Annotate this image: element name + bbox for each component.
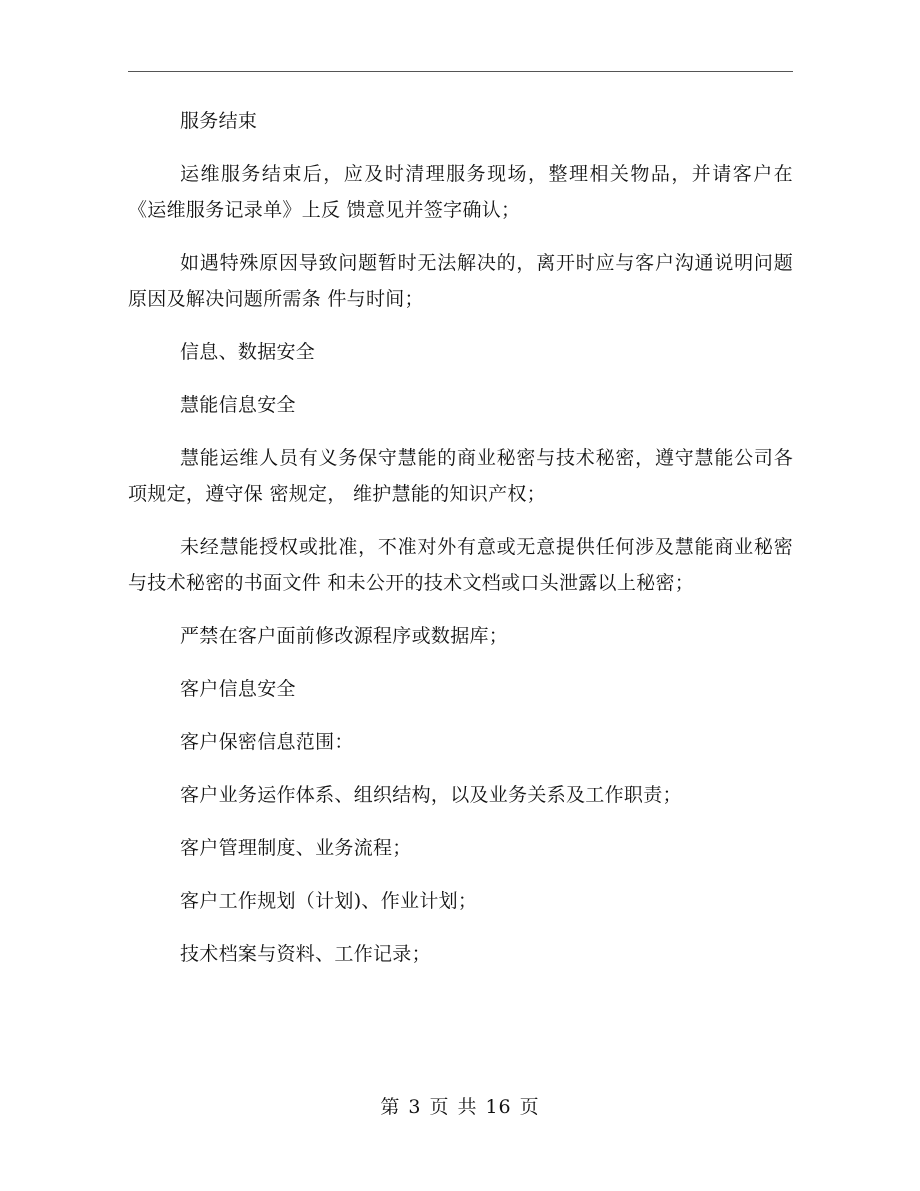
footer-label-ye: 页	[429, 1096, 450, 1118]
header-rule	[128, 71, 793, 72]
list-item-business-structure: 客户业务运作体系、组织结构，以及业务关系及工作职责；	[180, 784, 682, 806]
list-item-work-plans: 客户工作规划（计划)、作业计划；	[180, 890, 478, 912]
footer-current-page: 3	[408, 1096, 422, 1118]
paragraph-no-source-modification: 严禁在客户面前修改源程序或数据库；	[180, 625, 509, 647]
section-heading-huineng-info-security: 慧能信息安全	[180, 394, 296, 416]
list-item-technical-archives: 技术档案与资料、工作记录；	[180, 943, 431, 965]
paragraph-no-disclosure: 未经慧能授权或批准，不准对外有意或无意提供任何涉及慧能商业秘密与技术秘密的书面文件 和未公开的技术文档或口头泄露以上秘密；	[128, 536, 793, 594]
section-heading-service-end: 服务结束	[180, 110, 258, 132]
paragraph-service-end-cleanup: 运维服务结束后，应及时清理服务现场，整理相关物品，并请客户在《运维服务记录单》上反 馈意见并签字确认；	[128, 163, 793, 221]
footer-total-pages: 16	[485, 1096, 512, 1118]
section-heading-info-data-security: 信息、数据安全	[180, 341, 316, 363]
paragraph-client-secret-scope: 客户保密信息范围：	[180, 731, 354, 753]
footer-label-di: 第	[380, 1096, 401, 1118]
page-footer	[0, 1092, 920, 1119]
list-item-management-process: 客户管理制度、业务流程；	[180, 837, 412, 859]
section-heading-client-info-security: 客户信息安全	[180, 678, 296, 700]
document-body	[128, 103, 793, 989]
footer-label-gong: 共	[457, 1096, 478, 1118]
footer-label-ye2: 页	[519, 1096, 540, 1118]
paragraph-confidentiality-duty: 慧能运维人员有义务保守慧能的商业秘密与技术秘密，遵守慧能公司各项规定，遵守保 密规定， 维护慧能的知识产权；	[128, 447, 793, 505]
paragraph-unresolved-issue: 如遇特殊原因导致问题暂时无法解决的，离开时应与客户沟通说明问题原因及解决问题所需条 件与时间；	[128, 252, 793, 310]
